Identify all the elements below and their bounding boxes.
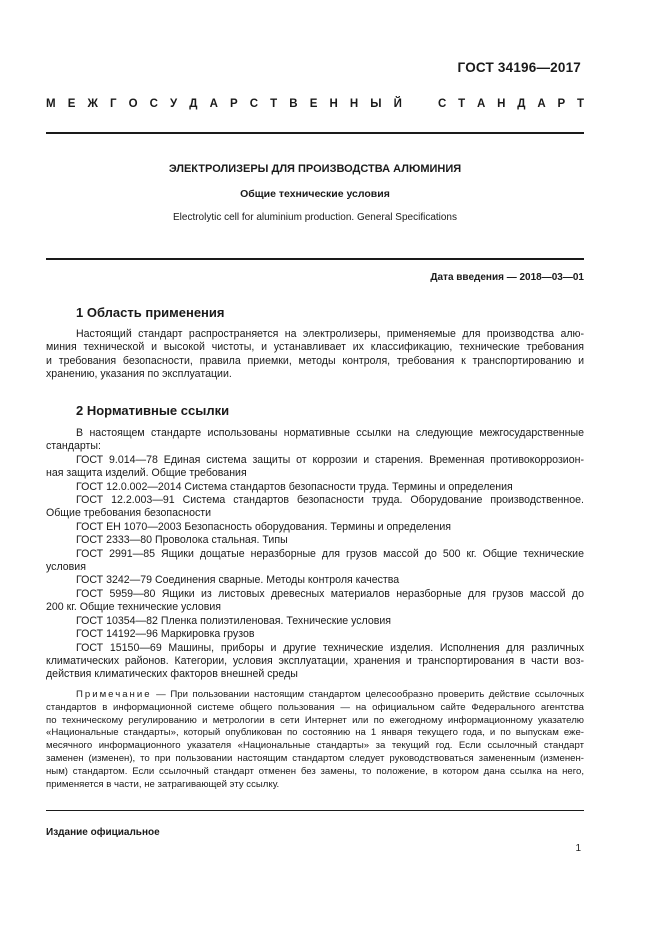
note-label: Примечание xyxy=(76,689,152,700)
heading-letter: О xyxy=(128,98,138,110)
page-number: 1 xyxy=(575,843,581,854)
english-title: Electrolytic cell for aluminium production. General Specifications xyxy=(172,212,457,223)
note-text: — При пользовании настоящим стандартом целесообразно проверить действие ссылочных xyxy=(156,689,584,700)
standard-word xyxy=(438,98,584,110)
text-line: Настоящий стандарт распространяется на электролизеры, применяемые для производства алю- xyxy=(76,328,584,340)
introduction-date: Дата введения — 2018—03—01 xyxy=(430,272,584,283)
heading-letter: С xyxy=(149,98,158,110)
heading-letter: Д xyxy=(517,98,526,110)
heading-letter: Т xyxy=(576,98,584,110)
text-line: стандарты: xyxy=(46,440,101,453)
heading-letter: Е xyxy=(67,98,76,110)
heading-letter: Ж xyxy=(87,98,98,110)
title-divider xyxy=(46,258,584,260)
heading-letter: Р xyxy=(557,98,566,110)
reference-line: ГОСТ 5959—80 Ящики из листовых древесных материалов неразборные для грузов массой до xyxy=(76,587,584,600)
reference-line: ГОСТ 2333—80 Проволока стальная. Типы xyxy=(76,534,288,547)
note-line: стандартов в информационной системе общего пользования — на официальном сайте Федерального агентства xyxy=(46,701,584,713)
note-line: месячного информационного указателя «Национальные стандарты» за текущий год. Если ссылочный стандарт xyxy=(46,740,584,752)
note-line: заменен (изменен), то при пользовании настоящим стандартом следует руководствоваться замененным (изменен- xyxy=(46,752,584,764)
note-line: по техническому регулированию и метрологии в сети Интернет или по ежегодному информационному указателю xyxy=(46,714,584,726)
heading-letter: Т xyxy=(270,98,278,110)
footer-divider xyxy=(46,810,584,811)
top-divider xyxy=(46,132,584,134)
note-line: ным) стандартом. Если ссылочный стандарт отменен без замены, то положение, в котором дана ссылка на него, xyxy=(46,765,584,777)
reference-line: ГОСТ 3242—79 Соединения сварные. Методы контроля качества xyxy=(76,574,400,587)
interstate-word xyxy=(46,98,402,110)
heading-letter: А xyxy=(477,98,486,110)
section-1-body xyxy=(46,328,584,382)
reference-line: ная защита изделий. Общие требования xyxy=(46,467,247,480)
heading-letter: Ы xyxy=(370,98,382,110)
heading-letter: Й xyxy=(393,98,402,110)
reference-line: 200 кг. Общие технические условия xyxy=(46,601,221,614)
standard-code: ГОСТ 34196—2017 xyxy=(457,60,581,75)
heading-letter: Н xyxy=(497,98,506,110)
interstate-standard-heading xyxy=(46,98,584,110)
reference-line: ГОСТ 14192—96 Маркировка грузов xyxy=(76,628,255,641)
text-line: миния технической и высокой чистоты, и устанавливает их классификацию, технические требования xyxy=(46,341,584,354)
heading-letter: У xyxy=(170,98,178,110)
reference-line: Общие требования безопасности xyxy=(46,507,212,520)
section-2-heading: 2 Нормативные ссылки xyxy=(76,403,230,418)
section-1-heading: 1 Область применения xyxy=(76,305,225,320)
reference-line: ГОСТ 15150—69 Машины, приборы и другие технические изделия. Исполнения для различных xyxy=(76,641,584,654)
official-edition-label: Издание официальное xyxy=(46,827,160,838)
reference-line: ГОСТ 10354—82 Пленка полиэтиленовая. Технические условия xyxy=(76,614,392,627)
heading-letter: В xyxy=(289,98,298,110)
heading-letter: Т xyxy=(458,98,466,110)
note-line: применяется в части, не затрагивающей эту ссылку. xyxy=(46,778,280,790)
note-line xyxy=(46,689,584,702)
heading-letter: С xyxy=(438,98,447,110)
reference-line: ГОСТ 2991—85 Ящики дощатые неразборные для грузов массой до 500 кг. Общие технические xyxy=(76,547,584,560)
note-line: «Национальные стандарты», который опубликован по состоянию на 1 января текущего года, и по выпускам еже- xyxy=(46,727,584,739)
reference-line: ГОСТ 12.0.002—2014 Система стандартов безопасности труда. Термины и определения xyxy=(76,480,513,493)
heading-letter: Д xyxy=(189,98,198,110)
heading-letter: Е xyxy=(309,98,318,110)
reference-line: ГОСТ 9.014—78 Единая система защиты от коррозии и старения. Временная противокоррозион- xyxy=(76,453,584,466)
text-line: хранению, указания по эксплуатации. xyxy=(46,368,232,381)
reference-line: ГОСТ 12.2.003—91 Система стандартов безопасности труда. Оборудование производственное. xyxy=(76,494,584,507)
text-line: и требования безопасности, правила приемки, методы контроля, требования к транспортированию и xyxy=(46,354,584,367)
heading-letter: М xyxy=(46,98,56,110)
heading-letter: Р xyxy=(229,98,238,110)
section-2-body xyxy=(46,427,584,682)
reference-line: действия климатических факторов внешней среды xyxy=(46,668,298,681)
heading-letter: Н xyxy=(349,98,359,110)
reference-line: климатических районов. Категории, условия эксплуатации, хранения и транспортирования в части воз- xyxy=(46,654,584,667)
heading-letter: Н xyxy=(329,98,338,110)
heading-letter: А xyxy=(537,98,546,110)
heading-letter: С xyxy=(249,98,259,110)
text-line: В настоящем стандарте использованы нормативные ссылки на следующие межгосударственные xyxy=(76,427,584,439)
note-block xyxy=(46,689,584,791)
document-subtitle: Общие технические условия xyxy=(240,188,390,200)
heading-letter: А xyxy=(209,98,218,110)
reference-line: ГОСТ ЕН 1070—2003 Безопасность оборудования. Термины и определения xyxy=(76,520,451,533)
heading-letter: Г xyxy=(109,98,117,110)
reference-line: условия xyxy=(46,561,86,574)
document-title: ЭЛЕКТРОЛИЗЕРЫ ДЛЯ ПРОИЗВОДСТВА АЛЮМИНИЯ xyxy=(168,163,462,175)
